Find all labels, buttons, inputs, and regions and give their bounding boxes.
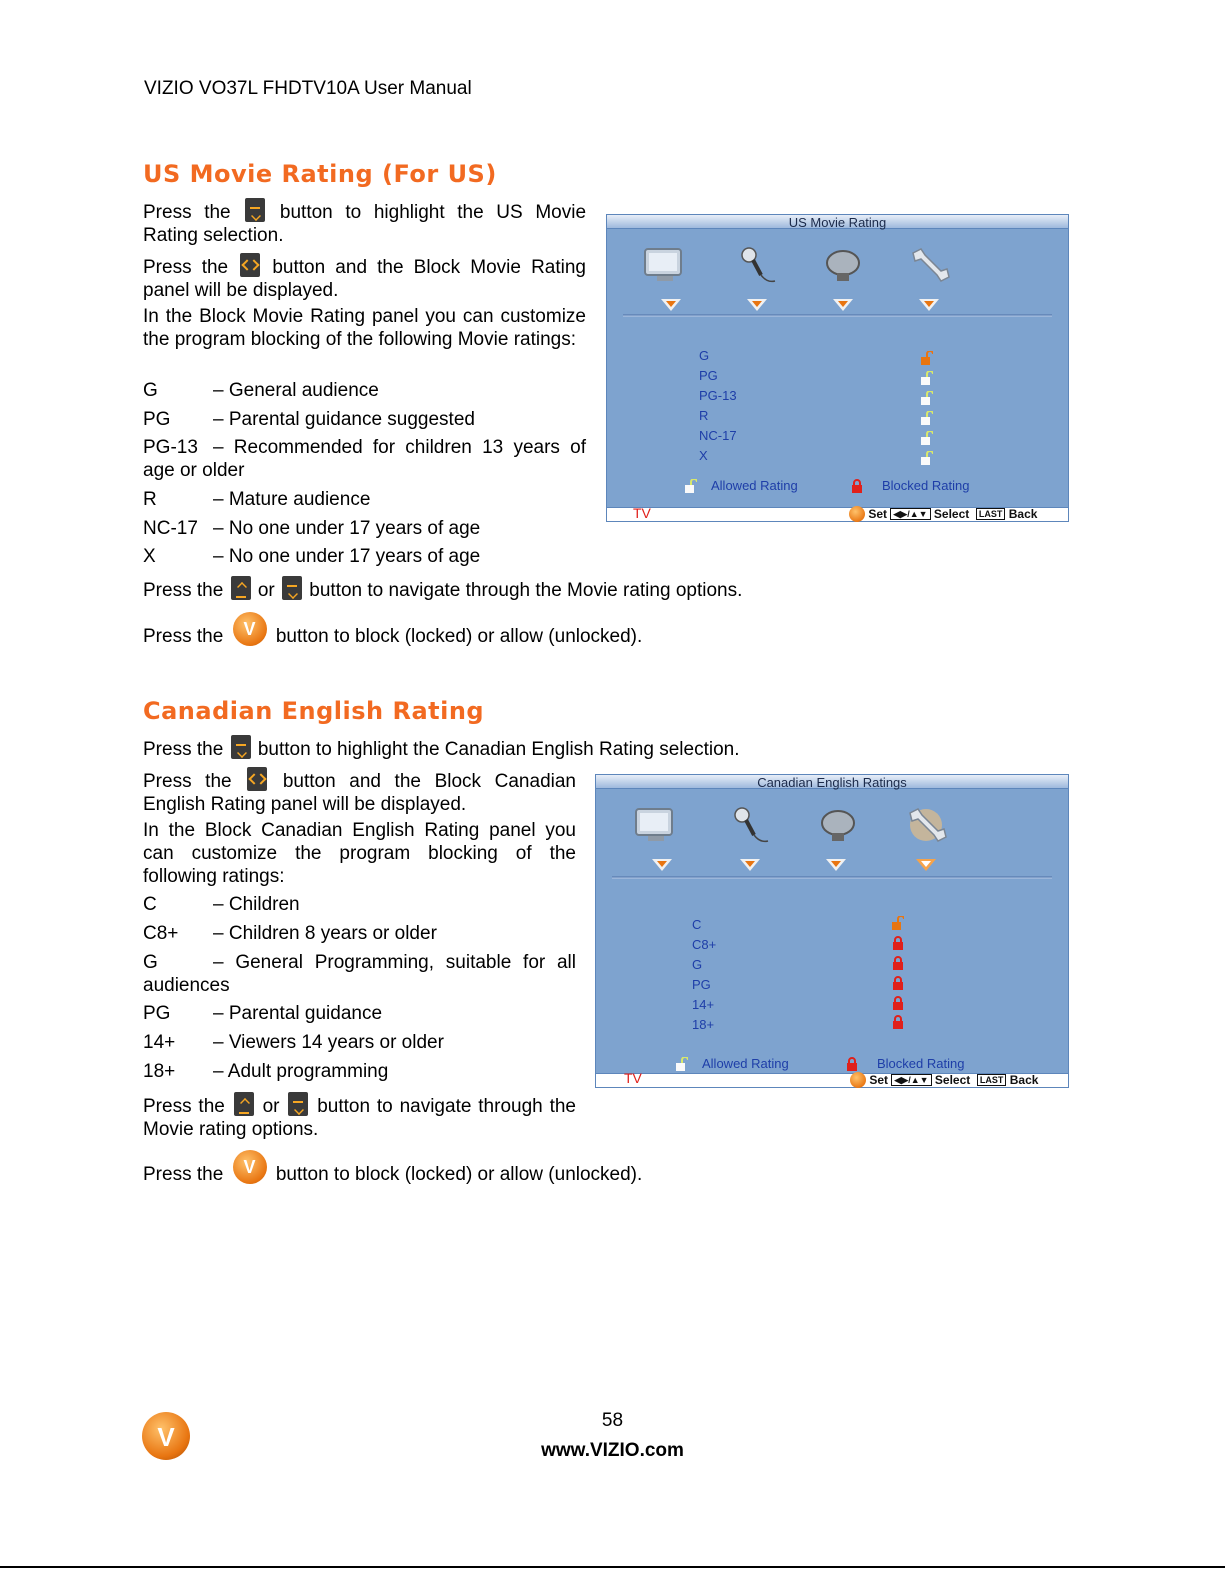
- rating-item[interactable]: 14+: [692, 997, 715, 1012]
- menu-indicator-icon: [740, 859, 760, 871]
- allowed-rating-legend: Allowed Rating: [711, 478, 798, 493]
- canadian-english-rating-panel: [595, 774, 1069, 1088]
- menu-indicator-icon: [747, 299, 767, 311]
- us-paragraph-customize: In the Block Movie Rating panel you can customize the program blocking of the following Movie ratings:: [143, 306, 586, 350]
- us-rating-row: [143, 408, 475, 431]
- rating-code: 18+: [143, 1061, 176, 1082]
- rating-item[interactable]: X: [699, 448, 708, 463]
- rating-code: C8+: [143, 923, 179, 944]
- text: button and the Block Canadian English Rating panel will be displayed.: [143, 771, 576, 815]
- ca-block-instruction: [143, 1150, 642, 1186]
- vizio-menu-button-icon: V: [233, 1150, 267, 1184]
- us-section-title: US Movie Rating (For US): [143, 160, 497, 188]
- unlocked-icon[interactable]: [921, 431, 933, 445]
- rating-desc: – Recommended for children 13 years of age or older: [143, 437, 586, 481]
- text: Press the: [143, 257, 229, 278]
- text: or: [257, 580, 275, 601]
- us-paragraph-display: [143, 253, 586, 302]
- channel-down-icon: [288, 1092, 308, 1116]
- locked-icon[interactable]: [892, 976, 904, 990]
- help-select: Select: [933, 507, 970, 521]
- us-block-instruction: [143, 612, 642, 648]
- rating-desc: – Parental guidance: [213, 1003, 383, 1024]
- channel-up-icon: [234, 1092, 254, 1116]
- volume-right-icon: [247, 767, 267, 791]
- tv-picture-icon: [632, 805, 680, 845]
- rating-desc: – General audience: [213, 380, 379, 401]
- allowed-legend-icon: [676, 1057, 688, 1071]
- wrench-settings-icon: [905, 245, 953, 285]
- locked-icon[interactable]: [892, 996, 904, 1010]
- text: button to navigate through the Movie rating options.: [143, 1096, 576, 1140]
- ca-rating-list[interactable]: [692, 915, 716, 1035]
- rating-desc: – Children: [213, 894, 300, 915]
- panel-divider: [623, 314, 1052, 317]
- last-key-icon: LAST: [977, 1074, 1007, 1086]
- locked-icon[interactable]: [892, 1015, 904, 1029]
- channel-down-icon: [231, 735, 251, 759]
- satellite-dish-icon: [819, 245, 867, 285]
- panel-divider: [612, 876, 1052, 879]
- document-header: VIZIO VO37L FHDTV10A User Manual: [144, 78, 472, 99]
- text: Press the: [143, 202, 231, 223]
- ca-rating-row: [143, 893, 300, 916]
- page-bottom-rule: [0, 1566, 1225, 1568]
- rating-item[interactable]: PG: [692, 977, 711, 992]
- tv-picture-icon: [641, 245, 689, 285]
- text: or: [262, 1096, 280, 1117]
- text: Press the: [143, 1164, 224, 1185]
- rating-desc: – No one under 17 years of age: [213, 546, 481, 567]
- ca-paragraph-highlight: [143, 735, 740, 761]
- microphone-audio-icon: [724, 805, 772, 845]
- vizio-menu-button-icon: V: [233, 612, 267, 646]
- help-back: Back: [1008, 507, 1038, 521]
- rating-item[interactable]: G: [699, 348, 710, 363]
- us-rating-row: [143, 488, 370, 511]
- ca-paragraph-customize: In the Block Canadian English Rating panel you can customize the program blocking of the following ratings:: [143, 820, 576, 887]
- volume-right-icon: [240, 253, 260, 277]
- text: Press the: [143, 580, 224, 601]
- text: Press the: [143, 1096, 225, 1117]
- rating-desc: – No one under 17 years of age: [213, 518, 481, 539]
- microphone-audio-icon: [731, 245, 779, 285]
- last-key-icon: LAST: [976, 508, 1006, 520]
- help-back: Back: [1009, 1073, 1039, 1087]
- locked-icon[interactable]: [892, 956, 904, 970]
- unlocked-icon[interactable]: [921, 391, 933, 405]
- blocked-rating-legend: Blocked Rating: [882, 478, 970, 493]
- rating-code: PG: [143, 1003, 171, 1024]
- unlocked-icon[interactable]: [921, 371, 933, 385]
- rating-desc: – Adult programming: [213, 1061, 389, 1082]
- help-set: Set: [868, 507, 888, 521]
- menu-indicator-icon: [919, 299, 939, 311]
- help-set: Set: [869, 1073, 889, 1087]
- allowed-legend-icon: [685, 479, 697, 493]
- rating-code: G: [143, 380, 158, 401]
- menu-indicator-icon: [826, 859, 846, 871]
- us-rating-row: [143, 436, 586, 482]
- rating-item[interactable]: NC-17: [699, 428, 737, 443]
- rating-item[interactable]: 18+: [692, 1017, 715, 1032]
- rating-code: R: [143, 489, 157, 510]
- ca-rating-row: [143, 1031, 444, 1054]
- rating-code: PG-13: [143, 437, 198, 458]
- blocked-rating-legend: Blocked Rating: [877, 1056, 965, 1071]
- ca-paragraph-display: [143, 767, 576, 816]
- text: button to highlight the Canadian English Rating selection.: [257, 739, 740, 760]
- panel-help-keys: [850, 1072, 1038, 1088]
- menu-indicator-icon: [652, 859, 672, 871]
- menu-indicator-icon-active: [916, 859, 936, 871]
- text: button to navigate through the Movie rating options.: [309, 580, 743, 601]
- us-rating-row: [143, 517, 480, 540]
- us-rating-row: [143, 379, 379, 402]
- text: button to block (locked) or allow (unlocked).: [275, 1164, 643, 1185]
- rating-item[interactable]: G: [692, 957, 703, 972]
- ca-section-title: Canadian English Rating: [143, 697, 485, 725]
- rating-desc: – Children 8 years or older: [213, 923, 437, 944]
- rating-code: G: [143, 952, 158, 973]
- menu-indicator-icon: [661, 299, 681, 311]
- page-number: 58: [601, 1410, 624, 1431]
- us-rating-list[interactable]: [699, 346, 737, 466]
- rating-item[interactable]: PG: [699, 368, 718, 383]
- text: Press the: [143, 739, 224, 760]
- blocked-legend-icon: [851, 479, 863, 493]
- rating-item[interactable]: PG-13: [699, 388, 737, 403]
- satellite-dish-icon: [814, 805, 862, 845]
- panel-title: Canadian English Ratings: [757, 775, 907, 790]
- text: button and the Block Movie Rating panel will be displayed.: [143, 257, 586, 301]
- text: button to highlight the US Movie Rating selection.: [143, 202, 587, 246]
- rating-item[interactable]: C: [692, 917, 702, 932]
- set-button-icon: [850, 1072, 866, 1088]
- footer-website-link[interactable]: www.VIZIO.com: [541, 1440, 684, 1461]
- panel-title: US Movie Rating: [788, 215, 887, 230]
- ca-rating-row: [143, 1002, 382, 1025]
- ca-rating-row: [143, 1060, 388, 1083]
- arrow-keys-icon: ◀▶/▲▼: [891, 1074, 931, 1086]
- text: button to block (locked) or allow (unlocked).: [275, 626, 643, 647]
- rating-desc: – Parental guidance suggested: [213, 409, 475, 430]
- rating-code: NC-17: [143, 518, 198, 539]
- channel-down-icon: [282, 576, 302, 600]
- ca-rating-row: [143, 922, 437, 945]
- rating-code: PG: [143, 409, 171, 430]
- us-navigate-instruction: [143, 576, 742, 602]
- us-movie-rating-panel: [606, 214, 1069, 522]
- rating-item[interactable]: C8+: [692, 937, 717, 952]
- input-source-label: TV: [624, 1070, 642, 1086]
- panel-help-keys: [849, 506, 1037, 522]
- allowed-rating-legend: Allowed Rating: [702, 1056, 789, 1071]
- us-paragraph-highlight: [143, 198, 586, 247]
- us-rating-row: [143, 545, 480, 568]
- rating-desc: – Mature audience: [213, 489, 371, 510]
- wrench-settings-icon: [902, 805, 950, 845]
- unlocked-icon[interactable]: [921, 451, 933, 465]
- ca-rating-row: [143, 951, 576, 997]
- rating-code: C: [143, 894, 157, 915]
- vizio-logo-icon: V: [142, 1412, 190, 1460]
- locked-icon[interactable]: [892, 936, 904, 950]
- input-source-label: TV: [633, 505, 651, 521]
- rating-code: X: [143, 546, 156, 567]
- menu-indicator-icon: [833, 299, 853, 311]
- blocked-legend-icon: [846, 1057, 858, 1071]
- rating-desc: – Viewers 14 years or older: [213, 1032, 444, 1053]
- set-button-icon: [849, 506, 865, 522]
- channel-down-icon: [245, 198, 265, 222]
- rating-desc: – General Programming, suitable for all audiences: [143, 952, 576, 996]
- unlocked-icon[interactable]: [921, 411, 933, 425]
- text: Press the: [143, 771, 232, 792]
- unlocked-orange-icon[interactable]: [921, 351, 933, 365]
- help-select: Select: [934, 1073, 971, 1087]
- text: Press the: [143, 626, 224, 647]
- ca-navigate-instruction: [143, 1092, 576, 1141]
- channel-up-icon: [231, 576, 251, 600]
- arrow-keys-icon: ◀▶/▲▼: [890, 508, 930, 520]
- rating-item[interactable]: R: [699, 408, 709, 423]
- rating-code: 14+: [143, 1032, 176, 1053]
- unlocked-orange-icon[interactable]: [892, 916, 904, 930]
